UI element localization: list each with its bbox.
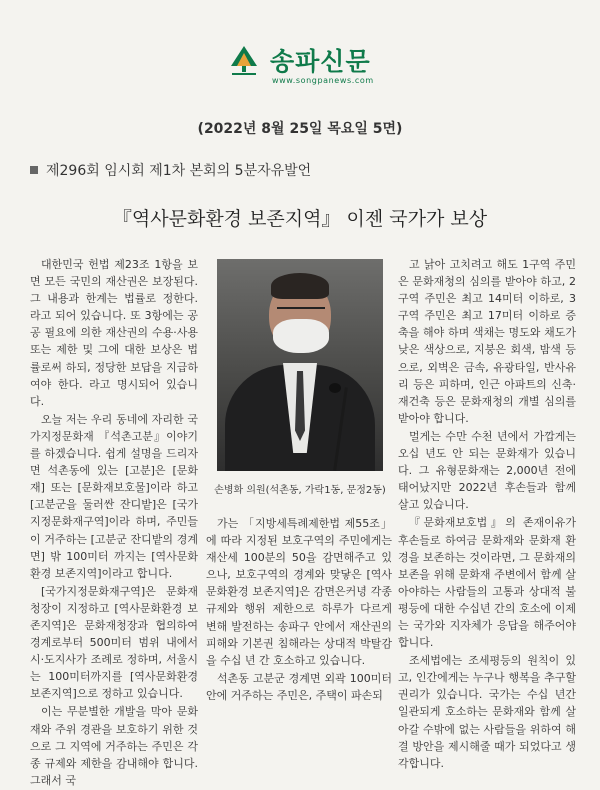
songpa-tree-logo-icon — [226, 44, 262, 78]
paragraph: [국가지정문화재구역]은 문화재청장이 지정하고 [역사문화환경 보존지역]은 문화재청장과 협의하여 경계로부터 500미터 범위 내에서 시·도지사가 조례로 정하며, 서울시는 100미터까지를 [역사문화환경 보존지역]으로 정하고 있습니다. — [30, 584, 198, 701]
paragraph: 오늘 저는 우리 동네에 자리한 국가지정문화재 『석촌고분』이야기를 하겠습니다. 쉽게 설명을 드리자면 석촌동에 있는 [고분]은 [문화재] 또는 [문화재보호물]이라 하고 [고분군을 둘러싼 잔디밭]은 [국가지정문화재구역]이라 하며, 주민들이 거주하는 [고분군 잔디밭의 경계면] 밖 100미터 까지는 [역사문화환경 보존지역]이라고 합니다. — [30, 412, 198, 580]
brand-url: www.songpanews.com — [272, 76, 374, 85]
paragraph: 『문화재보호법』의 존재이유가 후손들로 하여금 문화재와 문화재 환경을 보존하는 것이라면, 그 문화재의 보존을 위해 문화재 주변에서 함께 살아야하는 사람들의 고통과 상대적 불평등에 대한 수십년 간의 호소에 이제는 국가와 지자체가 응답을 해주어야 합니다. — [398, 516, 576, 650]
article-column-1 — [30, 256, 198, 790]
brand-name: 송파신문 — [270, 47, 371, 76]
councilor-photo — [217, 259, 383, 471]
paragraph: 석촌동 고분군 경계면 외곽 100미터 안에 거주하는 주민은, 주택이 파손되 — [206, 671, 392, 702]
paragraph: 조세법에는 조세평등의 원칙이 있고, 인간에게는 누구나 행복을 추구할 권리가 있습니다. 국가는 수십 년간 일관되게 호소하는 문화재와 함께 살아갈 수밖에 없는 사람들을 위하여 해결 방안을 제시해줄 때가 되었다고 생각합니다. — [398, 654, 576, 770]
paragraph: 멀게는 수만 수천 년에서 가깝게는 오십 년도 안 되는 문화재가 있습니다. 그 유형문화재는 2,000년 전에 태어났지만 2022년 후손들과 함께 살고 있습니다. — [398, 429, 576, 512]
publication-date: (2022년 8월 25일 목요일 5면) — [197, 121, 403, 137]
paragraph: 고 낡아 고치려고 해도 1구역 주민은 문화재청의 심의를 받아야 하고, 2구역 주민은 최고 14미터 이하로, 3구역 주민은 최고 17미터 이하로 증축을 해야 하며 색채는 명도와 채도가 낮은 색상으로, 지붕은 회색, 밤색 등으로, 외벽은 금속, 유광타일, 반사유리 등은 피하며, 인근 아파트의 신축·재건축 등은 문화재청의 개별 심의를 받아야 합니다. — [398, 258, 576, 425]
article-column-3 — [398, 256, 576, 773]
square-bullet-icon — [30, 166, 38, 174]
session-label-text: 제296회 임시회 제1차 본회의 5분자유발언 — [46, 163, 312, 179]
paragraph: 대한민국 헌법 제23조 1항을 보면 모든 국민의 재산권은 보장된다. 그 내용과 한계는 법률로 정한다. 라고 되어 있습니다. 또 3항에는 공공 필요에 의한 재산권의 수용·사용 또는 제한 및 그에 대한 보상은 법률로써 하되, 정당한 보답을 지급하여야 한다. 라고 명시되어 있습니다. — [30, 258, 198, 408]
microphone-icon — [329, 383, 341, 393]
paragraph: 가는 「지방세특례제한법 제55조」에 따라 지정된 보호구역의 주민에게는 재산세 100분의 50을 감면해주고 있으나, 보호구역의 경계와 맞닿은 [역사문화환경 보존지역]은 감면은커녕 각종 규제와 행위 제한으로 하루가 다르게 변해 발전하는 송파구 안에서 재산권의 피해와 기본권 침해라는 상대적 박탈감을 수십 년 간 호소하고 있습니다. — [206, 517, 392, 667]
photo-caption: 손병화 의원(석촌동, 가락1동, 문정2동) — [214, 485, 386, 496]
masthead — [0, 42, 600, 92]
paragraph: 이는 무분별한 개발을 막아 문화재와 주위 경관을 보호하기 위한 것으로 그 지역에 거주하는 주민은 각종 규제와 제한을 감내해야 합니다. 그래서 국 — [30, 705, 198, 787]
session-label — [30, 160, 311, 180]
headline: 『역사문화환경 보존지역』 이젠 국가가 보상 — [112, 208, 488, 230]
article-column-2 — [206, 515, 392, 705]
